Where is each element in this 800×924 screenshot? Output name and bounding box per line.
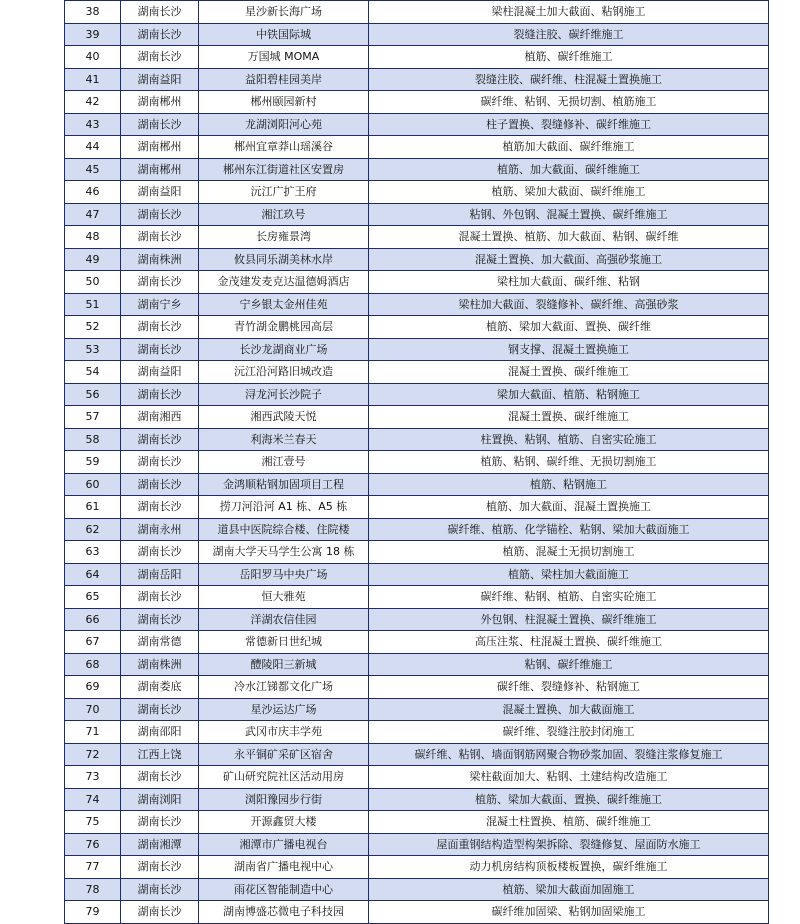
table-row <box>65 361 769 384</box>
table-row <box>65 248 769 271</box>
table-row <box>65 451 769 474</box>
row-number-cell: 56 <box>65 383 121 406</box>
row-number-cell: 73 <box>65 766 121 789</box>
work-content-cell: 碳纤维、粘钢、植筋、自密实砼施工 <box>369 586 769 609</box>
region-cell: 湖南长沙 <box>121 46 199 69</box>
row-number-cell: 44 <box>65 136 121 159</box>
table-row <box>65 721 769 744</box>
project-name-cell: 龙湖浏阳河心苑 <box>199 113 369 136</box>
region-cell: 湖南长沙 <box>121 451 199 474</box>
project-table-container <box>64 0 768 924</box>
row-number-cell: 78 <box>65 878 121 901</box>
project-name-cell: 岳阳罗马中央广场 <box>199 563 369 586</box>
work-content-cell: 梁柱截面加大、粘钢、土建结构改造施工 <box>369 766 769 789</box>
row-number-cell: 58 <box>65 428 121 451</box>
project-name-cell: 浏阳豫园步行街 <box>199 788 369 811</box>
region-cell: 湖南益阳 <box>121 361 199 384</box>
row-number-cell: 45 <box>65 158 121 181</box>
table-row <box>65 586 769 609</box>
region-cell: 湖南常德 <box>121 631 199 654</box>
table-row <box>65 608 769 631</box>
work-content-cell: 植筋、混凝土无损切割施工 <box>369 541 769 564</box>
project-name-cell: 郴州东江街道社区安置房 <box>199 158 369 181</box>
table-row <box>65 181 769 204</box>
project-name-cell: 万国城 MOMA <box>199 46 369 69</box>
row-number-cell: 47 <box>65 203 121 226</box>
table-row <box>65 23 769 46</box>
row-number-cell: 67 <box>65 631 121 654</box>
region-cell: 湖南浏阳 <box>121 788 199 811</box>
row-number-cell: 59 <box>65 451 121 474</box>
row-number-cell: 40 <box>65 46 121 69</box>
row-number-cell: 70 <box>65 698 121 721</box>
work-content-cell: 碳纤维、裂缝修补、粘钢施工 <box>369 676 769 699</box>
region-cell: 湖南长沙 <box>121 608 199 631</box>
work-content-cell: 混凝土置换、植筋、加大截面、粘钢、碳纤维 <box>369 226 769 249</box>
region-cell: 湖南长沙 <box>121 226 199 249</box>
region-cell: 湖南长沙 <box>121 428 199 451</box>
project-name-cell: 星沙运达广场 <box>199 698 369 721</box>
project-name-cell: 捞刀河沿河 A1 栋、A5 栋 <box>199 496 369 519</box>
work-content-cell: 粘钢、碳纤维施工 <box>369 653 769 676</box>
work-content-cell: 混凝土置换、碳纤维施工 <box>369 361 769 384</box>
work-content-cell: 碳纤维、裂缝注胶封闭施工 <box>369 721 769 744</box>
work-content-cell: 梁柱加大截面、裂缝修补、碳纤维、高强砂浆 <box>369 293 769 316</box>
project-name-cell: 开源鑫贸大楼 <box>199 811 369 834</box>
row-number-cell: 77 <box>65 856 121 879</box>
table-row <box>65 698 769 721</box>
work-content-cell: 植筋、加大截面、混凝土置换施工 <box>369 496 769 519</box>
work-content-cell: 梁柱加大截面、碳纤维、粘钢 <box>369 271 769 294</box>
work-content-cell: 柱置换、粘钢、植筋、自密实砼施工 <box>369 428 769 451</box>
project-name-cell: 矿山研究院社区活动用房 <box>199 766 369 789</box>
work-content-cell: 植筋、梁加大截面加固施工 <box>369 878 769 901</box>
row-number-cell: 72 <box>65 743 121 766</box>
project-name-cell: 湖南博盛芯微电子科技园 <box>199 901 369 924</box>
table-row <box>65 631 769 654</box>
region-cell: 湖南郴州 <box>121 136 199 159</box>
work-content-cell: 混凝土置换、碳纤维施工 <box>369 406 769 429</box>
work-content-cell: 碳纤维、粘钢、墙面钢筋网聚合物砂浆加固、裂缝注浆修复施工 <box>369 743 769 766</box>
work-content-cell: 碳纤维、粘钢、无损切割、植筋施工 <box>369 91 769 114</box>
work-content-cell: 植筋、梁加大截面、置换、碳纤维施工 <box>369 788 769 811</box>
project-name-cell: 浔龙河长沙院子 <box>199 383 369 406</box>
work-content-cell: 碳纤维加固梁、粘钢加固梁施工 <box>369 901 769 924</box>
project-name-cell: 湘江玖号 <box>199 203 369 226</box>
row-number-cell: 68 <box>65 653 121 676</box>
row-number-cell: 63 <box>65 541 121 564</box>
work-content-cell: 植筋、加大截面、碳纤维施工 <box>369 158 769 181</box>
table-row <box>65 203 769 226</box>
project-name-cell: 醴陵阳三新城 <box>199 653 369 676</box>
region-cell: 湖南长沙 <box>121 496 199 519</box>
region-cell: 湖南湘西 <box>121 406 199 429</box>
project-name-cell: 常德新日世纪城 <box>199 631 369 654</box>
project-name-cell: 道县中医院综合楼、住院楼 <box>199 518 369 541</box>
project-name-cell: 益阳碧桂园美岸 <box>199 68 369 91</box>
project-name-cell: 星沙新长海广场 <box>199 1 369 24</box>
region-cell: 湖南长沙 <box>121 113 199 136</box>
table-row <box>65 46 769 69</box>
region-cell: 湖南益阳 <box>121 68 199 91</box>
project-name-cell: 郴州颐园新村 <box>199 91 369 114</box>
row-number-cell: 49 <box>65 248 121 271</box>
table-row <box>65 428 769 451</box>
table-row <box>65 158 769 181</box>
region-cell: 湖南郴州 <box>121 158 199 181</box>
row-number-cell: 79 <box>65 901 121 924</box>
table-row <box>65 383 769 406</box>
row-number-cell: 52 <box>65 316 121 339</box>
project-name-cell: 雨花区智能制造中心 <box>199 878 369 901</box>
row-number-cell: 51 <box>65 293 121 316</box>
work-content-cell: 混凝土柱置换、植筋、碳纤维施工 <box>369 811 769 834</box>
table-row <box>65 68 769 91</box>
work-content-cell: 植筋、粘钢施工 <box>369 473 769 496</box>
row-number-cell: 46 <box>65 181 121 204</box>
region-cell: 湖南株洲 <box>121 653 199 676</box>
project-name-cell: 宁乡银太金州佳苑 <box>199 293 369 316</box>
row-number-cell: 71 <box>65 721 121 744</box>
table-row <box>65 563 769 586</box>
work-content-cell: 植筋、梁加大截面、碳纤维施工 <box>369 181 769 204</box>
region-cell: 湖南长沙 <box>121 586 199 609</box>
region-cell: 湖南长沙 <box>121 811 199 834</box>
row-number-cell: 76 <box>65 833 121 856</box>
table-row <box>65 766 769 789</box>
project-name-cell: 金茂建发麦克达温德姆酒店 <box>199 271 369 294</box>
project-name-cell: 洋湖农信佳园 <box>199 608 369 631</box>
region-cell: 湖南湘潭 <box>121 833 199 856</box>
project-name-cell: 湖南大学天马学生公寓 18 栋 <box>199 541 369 564</box>
project-name-cell: 湘潭市广播电视台 <box>199 833 369 856</box>
table-row <box>65 316 769 339</box>
work-content-cell: 裂缝注胶、碳纤维施工 <box>369 23 769 46</box>
region-cell: 湖南郴州 <box>121 91 199 114</box>
row-number-cell: 64 <box>65 563 121 586</box>
table-row <box>65 541 769 564</box>
table-row <box>65 473 769 496</box>
work-content-cell: 植筋、碳纤维施工 <box>369 46 769 69</box>
table-row <box>65 811 769 834</box>
table-row <box>65 226 769 249</box>
region-cell: 湖南宁乡 <box>121 293 199 316</box>
row-number-cell: 69 <box>65 676 121 699</box>
project-name-cell: 湖南省广播电视中心 <box>199 856 369 879</box>
row-number-cell: 74 <box>65 788 121 811</box>
work-content-cell: 裂缝注胶、碳纤维、柱混凝土置换施工 <box>369 68 769 91</box>
work-content-cell: 动力机房结构顶板楼板置换，碳纤维施工 <box>369 856 769 879</box>
region-cell: 湖南长沙 <box>121 23 199 46</box>
table-row <box>65 676 769 699</box>
work-content-cell: 柱子置换、裂缝修补、碳纤维施工 <box>369 113 769 136</box>
table-row <box>65 653 769 676</box>
row-number-cell: 38 <box>65 1 121 24</box>
row-number-cell: 66 <box>65 608 121 631</box>
table-row <box>65 293 769 316</box>
region-cell: 湖南长沙 <box>121 878 199 901</box>
region-cell: 湖南长沙 <box>121 901 199 924</box>
project-name-cell: 冷水江锑都文化广场 <box>199 676 369 699</box>
work-content-cell: 植筋、梁加大截面、置换、碳纤维 <box>369 316 769 339</box>
region-cell: 湖南长沙 <box>121 766 199 789</box>
row-number-cell: 57 <box>65 406 121 429</box>
table-row <box>65 406 769 429</box>
region-cell: 湖南娄底 <box>121 676 199 699</box>
table-row <box>65 743 769 766</box>
work-content-cell: 外包钢、柱混凝土置换、碳纤维施工 <box>369 608 769 631</box>
region-cell: 湖南岳阳 <box>121 563 199 586</box>
work-content-cell: 混凝土置换、加大截面施工 <box>369 698 769 721</box>
row-number-cell: 43 <box>65 113 121 136</box>
table-row <box>65 338 769 361</box>
region-cell: 湖南株洲 <box>121 248 199 271</box>
table-row <box>65 518 769 541</box>
work-content-cell: 钢支撑、混凝土置换施工 <box>369 338 769 361</box>
project-name-cell: 长房雍景湾 <box>199 226 369 249</box>
region-cell: 湖南长沙 <box>121 473 199 496</box>
table-row <box>65 496 769 519</box>
work-content-cell: 植筋、梁柱加大截面施工 <box>369 563 769 586</box>
row-number-cell: 42 <box>65 91 121 114</box>
region-cell: 湖南益阳 <box>121 181 199 204</box>
project-name-cell: 永平铜矿采矿区宿舍 <box>199 743 369 766</box>
project-name-cell: 沅江广扩王府 <box>199 181 369 204</box>
region-cell: 湖南长沙 <box>121 698 199 721</box>
project-name-cell: 青竹湖金鹏桃园高层 <box>199 316 369 339</box>
row-number-cell: 61 <box>65 496 121 519</box>
row-number-cell: 48 <box>65 226 121 249</box>
work-content-cell: 混凝土置换、加大截面、高强砂浆施工 <box>369 248 769 271</box>
table-row <box>65 788 769 811</box>
region-cell: 湖南永州 <box>121 518 199 541</box>
table-row <box>65 113 769 136</box>
project-name-cell: 武冈市庆丰学苑 <box>199 721 369 744</box>
row-number-cell: 39 <box>65 23 121 46</box>
region-cell: 湖南长沙 <box>121 856 199 879</box>
row-number-cell: 65 <box>65 586 121 609</box>
project-table-body <box>65 1 769 924</box>
project-name-cell: 湘江壹号 <box>199 451 369 474</box>
row-number-cell: 41 <box>65 68 121 91</box>
region-cell: 湖南长沙 <box>121 316 199 339</box>
table-row <box>65 271 769 294</box>
table-row <box>65 833 769 856</box>
row-number-cell: 54 <box>65 361 121 384</box>
project-name-cell: 沅江沿河路旧城改造 <box>199 361 369 384</box>
work-content-cell: 粘钢、外包钢、混凝土置换、碳纤维施工 <box>369 203 769 226</box>
region-cell: 江西上饶 <box>121 743 199 766</box>
project-name-cell: 长沙龙湖商业广场 <box>199 338 369 361</box>
work-content-cell: 屋面重钢结构造型构架拆除、裂缝修复、屋面防水施工 <box>369 833 769 856</box>
row-number-cell: 53 <box>65 338 121 361</box>
work-content-cell: 植筋、粘钢、碳纤维、无损切割施工 <box>369 451 769 474</box>
region-cell: 湖南长沙 <box>121 203 199 226</box>
row-number-cell: 75 <box>65 811 121 834</box>
project-name-cell: 中铁国际城 <box>199 23 369 46</box>
project-table <box>64 0 769 924</box>
region-cell: 湖南长沙 <box>121 541 199 564</box>
work-content-cell: 碳纤维、植筋、化学锚栓、粘钢、梁加大截面施工 <box>369 518 769 541</box>
project-name-cell: 郴州宜章莽山瑶溪谷 <box>199 136 369 159</box>
work-content-cell: 梁柱混凝土加大截面、粘钢施工 <box>369 1 769 24</box>
region-cell: 湖南长沙 <box>121 271 199 294</box>
project-name-cell: 攸县同乐湖美林水岸 <box>199 248 369 271</box>
table-row <box>65 856 769 879</box>
work-content-cell: 植筋加大截面、碳纤维施工 <box>369 136 769 159</box>
project-name-cell: 金鸿顺粘钢加固项目工程 <box>199 473 369 496</box>
project-name-cell: 利海米兰春天 <box>199 428 369 451</box>
region-cell: 湖南长沙 <box>121 383 199 406</box>
work-content-cell: 梁加大截面、植筋、粘钢施工 <box>369 383 769 406</box>
table-row <box>65 878 769 901</box>
row-number-cell: 60 <box>65 473 121 496</box>
table-row <box>65 136 769 159</box>
project-name-cell: 恒大雅苑 <box>199 586 369 609</box>
table-row <box>65 1 769 24</box>
region-cell: 湖南邵阳 <box>121 721 199 744</box>
row-number-cell: 62 <box>65 518 121 541</box>
row-number-cell: 50 <box>65 271 121 294</box>
project-name-cell: 湘西武陵天悦 <box>199 406 369 429</box>
region-cell: 湖南长沙 <box>121 338 199 361</box>
table-row <box>65 91 769 114</box>
region-cell: 湖南长沙 <box>121 1 199 24</box>
work-content-cell: 高压注浆、柱混凝土置换、碳纤维施工 <box>369 631 769 654</box>
